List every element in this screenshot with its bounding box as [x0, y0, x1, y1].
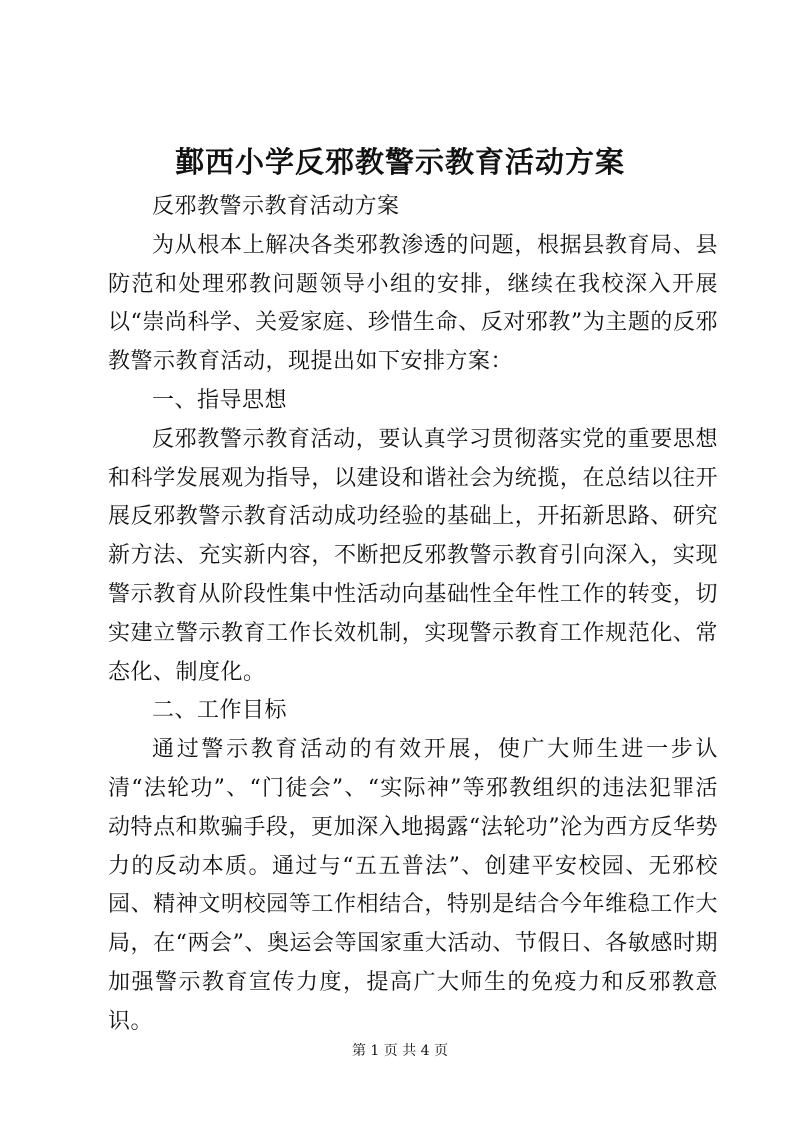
document-subtitle: 反邪教警示教育活动方案: [152, 194, 400, 219]
document-title: 鄞西小学反邪教警示教育活动方案: [174, 145, 625, 179]
intro-paragraph: 为从根本上解决各类邪教渗透的问题，根据县教育局、县防范和处理邪教问题领导小组的安排，继续在我校深入开展以“崇尚科学、关爱家庭、珍惜生命、反对邪教”为主题的反邪教警示教育活动，现提出如下安排方案：: [108, 232, 718, 375]
section-heading-work-goals: 二、工作目标: [152, 698, 288, 724]
document-body: [108, 188, 718, 1042]
page-number-footer: 第 1 页 共 4 页: [351, 1043, 449, 1059]
work-goals-paragraph: 通过警示教育活动的有效开展，使广大师生进一步认清“法轮功”、“门徒会”、“实际神”等邪教组织的违法犯罪活动特点和欺骗手段，更加深入地揭露“法轮功”沦为西方反华势力的反动本质。通过与“五五普法”、创建平安校园、无邪校园、精神文明校园等工作相结合，特别是结合今年维稳工作大局，在“两会”、奥运会等国家重大活动、节假日、各敏感时期加强警示教育宣传力度，提高广大师生的免疫力和反邪教意识。: [108, 737, 718, 1034]
section-heading-guiding-ideology: 一、指导思想: [152, 387, 288, 413]
guiding-ideology-paragraph: 反邪教警示教育活动，要认真学习贯彻落实党的重要思想和科学发展观为指导，以建设和谐社会为统揽，在总结以往开展反邪教警示教育活动成功经验的基础上，开拓新思路、研究新方法、充实新内容，不断把反邪教警示教育引向深入，实现警示教育从阶段性集中性活动向基础性全年性工作的转变，切实建立警示教育工作长效机制，实现警示教育工作规范化、常态化、制度化。: [108, 426, 718, 685]
